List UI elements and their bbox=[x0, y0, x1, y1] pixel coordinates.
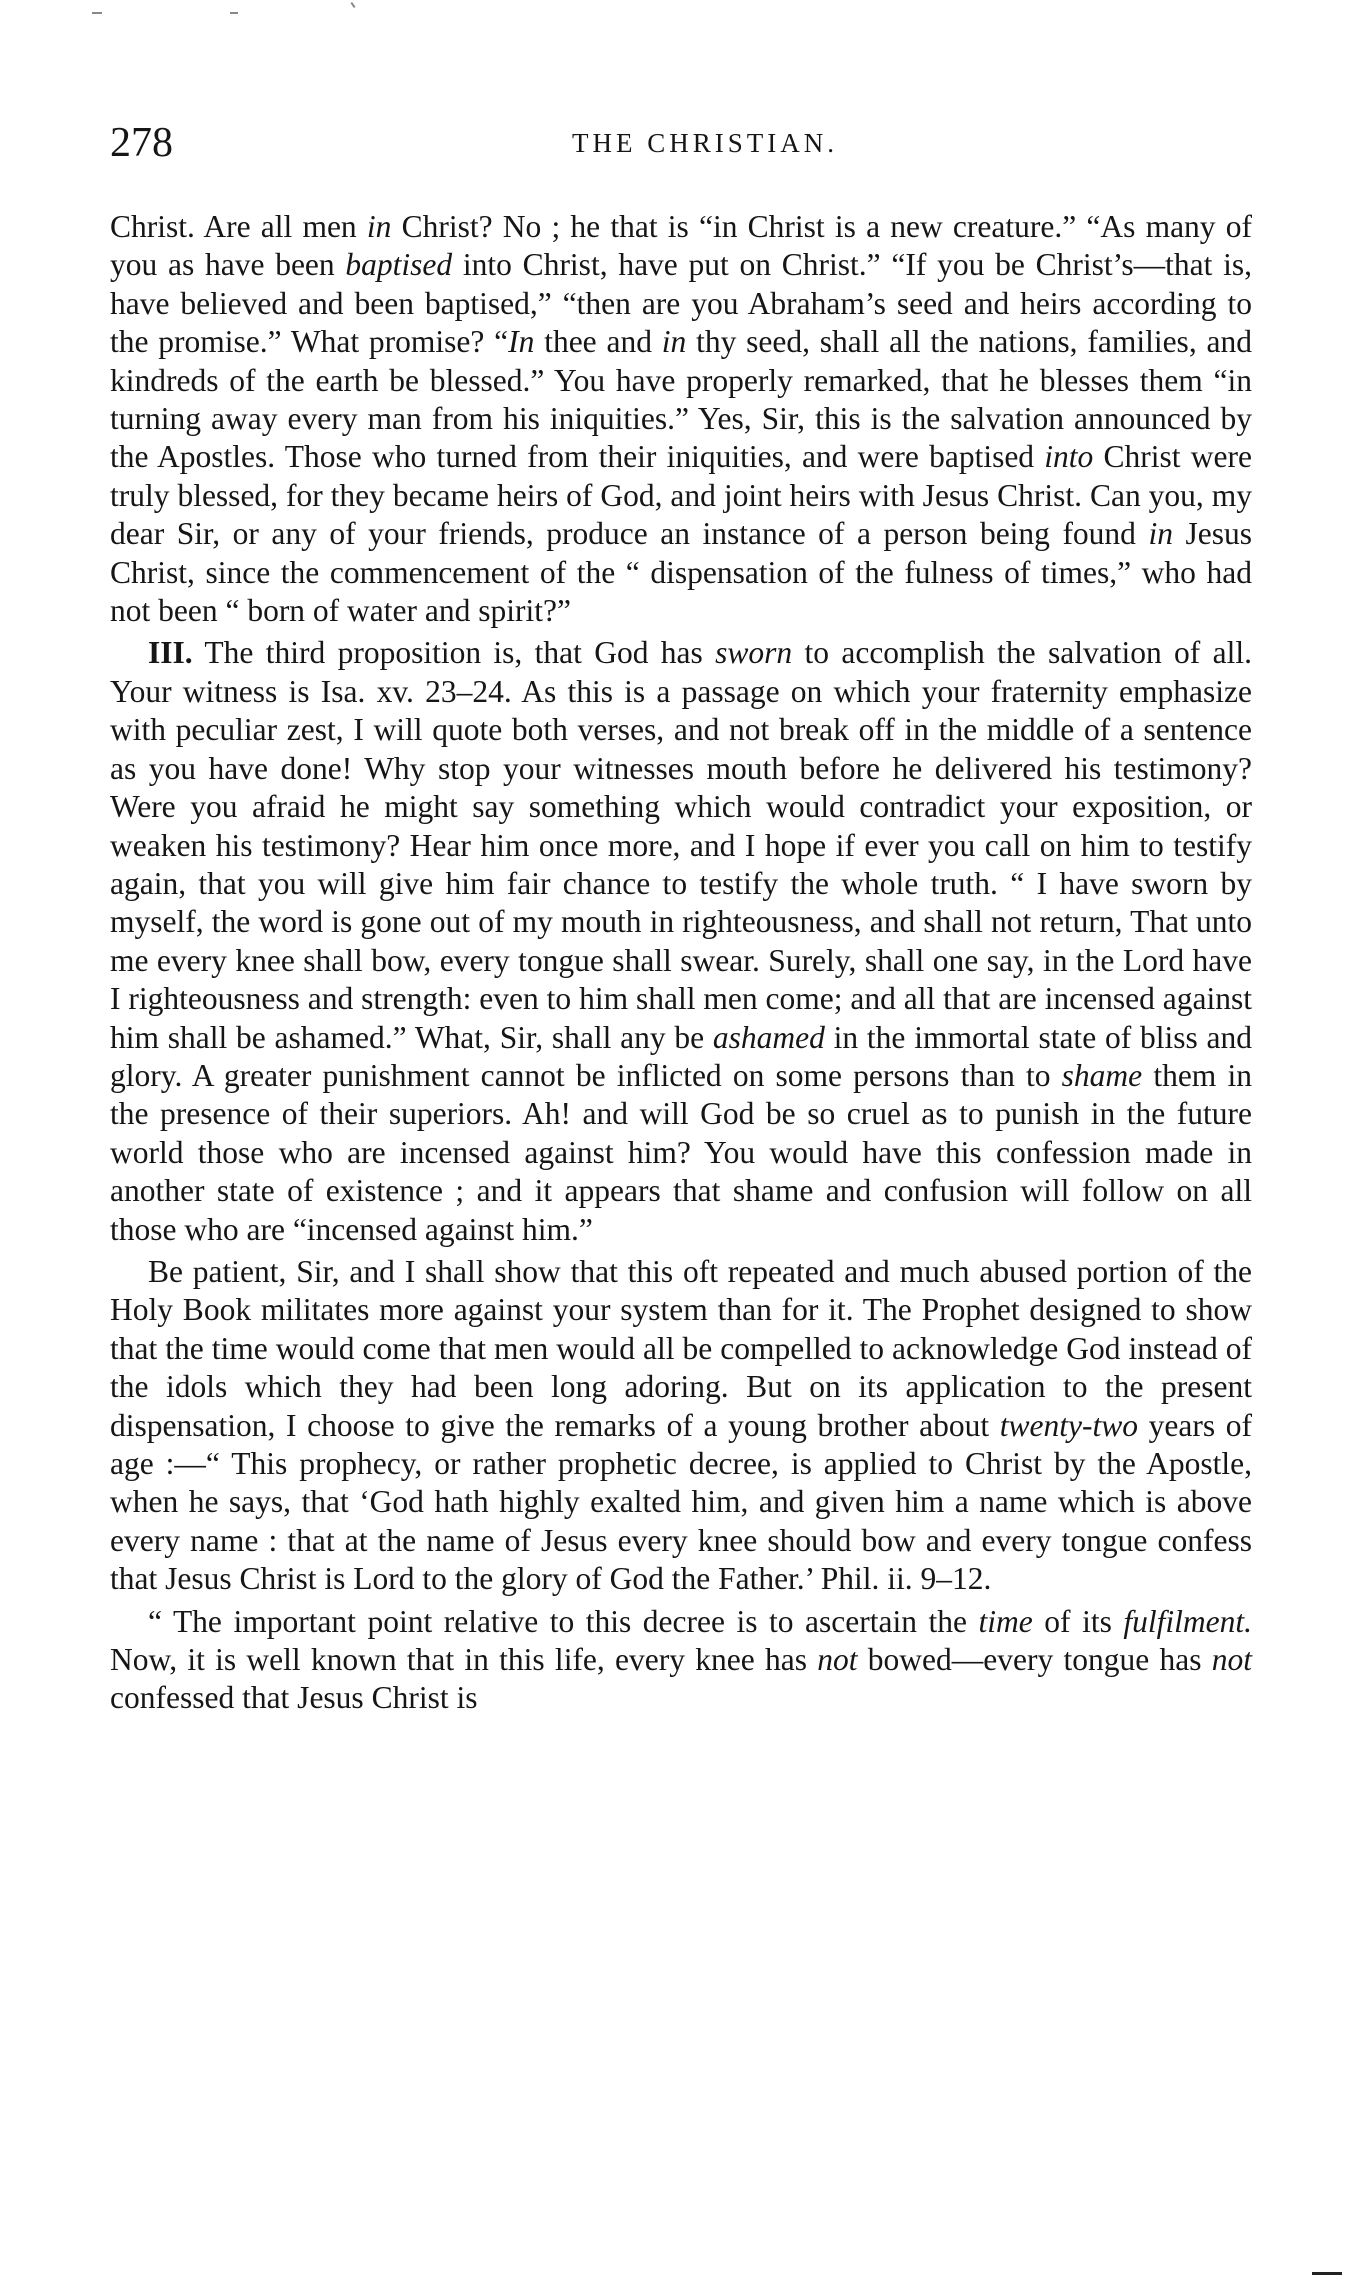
running-title: THE CHRISTIAN. bbox=[572, 128, 838, 158]
section-numeral: III. bbox=[148, 635, 193, 671]
italic-text: fulfilment. bbox=[1123, 1603, 1252, 1639]
page-header bbox=[110, 118, 1260, 168]
scan-artifact bbox=[1312, 2272, 1342, 2275]
italic-text: In bbox=[508, 324, 535, 360]
italic-text: sworn bbox=[715, 635, 793, 671]
text-run: Christ. Are all men bbox=[110, 209, 367, 244]
page-number: 278 bbox=[110, 120, 173, 166]
paragraph bbox=[110, 208, 1252, 630]
paragraph bbox=[110, 1253, 1252, 1599]
italic-text: into bbox=[1044, 439, 1094, 475]
italic-text: shame bbox=[1061, 1057, 1143, 1093]
text-run: of its bbox=[1032, 1603, 1124, 1639]
text-run: years of age :—“ This prophecy, or rather prophetic decree, is applied to Christ by the Apostle, when he says, that ‘God hath highly exalted him, and given him a name which is above every name : that at the name of Jesus every knee should bow and every tongue confess that Jesus Christ is Lord to the glory of God the Father.’ Phil. ii. 9–12. bbox=[110, 1407, 1253, 1597]
scan-artifact bbox=[92, 12, 102, 14]
text-run: them in the presence of their superiors. Ah! and will God be so cruel as to punish in the future world those who are incensed against him? You would have this confession made in another state of existence ; and it appears that shame and confusion will follow on all those who are “incensed against him.” bbox=[110, 1057, 1252, 1247]
italic-text: twenty-two bbox=[999, 1407, 1138, 1443]
body-text bbox=[110, 208, 1252, 1718]
paragraph bbox=[110, 1603, 1252, 1718]
text-run: into Christ, have put on Christ.” “If you be Christ’s—that is, have believed and been baptised,” “then are you Abraham’s seed and heirs according to the promise.” What promise? “ bbox=[110, 247, 1252, 360]
italic-text: ashamed bbox=[712, 1019, 825, 1055]
italic-text: in bbox=[366, 209, 392, 244]
text-run: The third proposition is, that God has bbox=[192, 635, 716, 671]
text-run: to accomplish the salvation of all. Your witness is Isa. xv. 23–24. As this is a passage on which your fraternity emphasize with peculiar zest, I will quote both verses, and not break off in the middle of a sentence as you have done! Why stop your witnesses mouth before he delivered his testimony? Were you afraid he might say something which would contradict your exposition, or weaken his testimony? Hear him once more, and I hope if ever you call on him to testify again, that you will give him fair chance to testify the whole truth. “ I have sworn by myself, the word is gone out of my mouth in righteousness, and shall not return, That unto me every knee shall bow, every tongue shall swear. Surely, shall one say, in the Lord have I righteousness and strength: even to him shall men come; and all that are incensed against him shall be ashamed.” What, Sir, shall any be bbox=[110, 635, 1252, 1055]
text-run: Now, it is well known that in this life, every knee has bbox=[110, 1642, 818, 1678]
italic-text: not bbox=[817, 1642, 858, 1678]
text-run: confessed that Jesus Christ is bbox=[110, 1680, 478, 1716]
italic-text: time bbox=[978, 1603, 1033, 1639]
text-run: Jesus Christ, since the commencement of the “ dispensation of the fulness of times,” who had not been “ born of water and spirit?” bbox=[110, 516, 1252, 629]
scan-artifact bbox=[350, 2, 355, 8]
italic-text: not bbox=[1211, 1642, 1252, 1678]
text-run: “ The important point relative to this decree is to ascertain the bbox=[148, 1603, 979, 1639]
italic-text: baptised bbox=[345, 247, 453, 283]
text-run: Be patient, Sir, and I shall show that this oft repeated and much abused portion of the Holy Book militates more against your system than for it. The Prophet designed to show that the time would come that men would all be compelled to acknowledge God instead of the idols which they had been long adoring. But on its application to the present dispensation, I choose to give the remarks of a young brother about bbox=[110, 1253, 1252, 1443]
text-run: Christ? No ; he that is “in Christ is a new creature.” “As many of you as have been bbox=[110, 209, 1252, 283]
text-run: bowed—every tongue has bbox=[857, 1642, 1212, 1678]
text-run: thy seed, shall all the nations, families, and kindreds of the earth be blessed.” You have properly remarked, that he blesses them “in turning away every man from his iniquities.” Yes, Sir, this is the salvation announced by the Apostles. Those who turned from their iniquities, and were baptised bbox=[110, 324, 1252, 475]
italic-text: in bbox=[1148, 516, 1173, 552]
scan-artifact bbox=[230, 12, 238, 14]
paragraph bbox=[110, 634, 1252, 1249]
italic-text: in bbox=[661, 324, 687, 360]
text-run: thee and bbox=[534, 324, 662, 360]
text-run: in the immortal state of bliss and glory. A greater punishment cannot be inflicted on some persons than to bbox=[110, 1019, 1252, 1093]
text-run: Christ were truly blessed, for they became heirs of God, and joint heirs with Jesus Christ. Can you, my dear Sir, or any of your friends, produce an instance of a person being found bbox=[110, 439, 1252, 552]
